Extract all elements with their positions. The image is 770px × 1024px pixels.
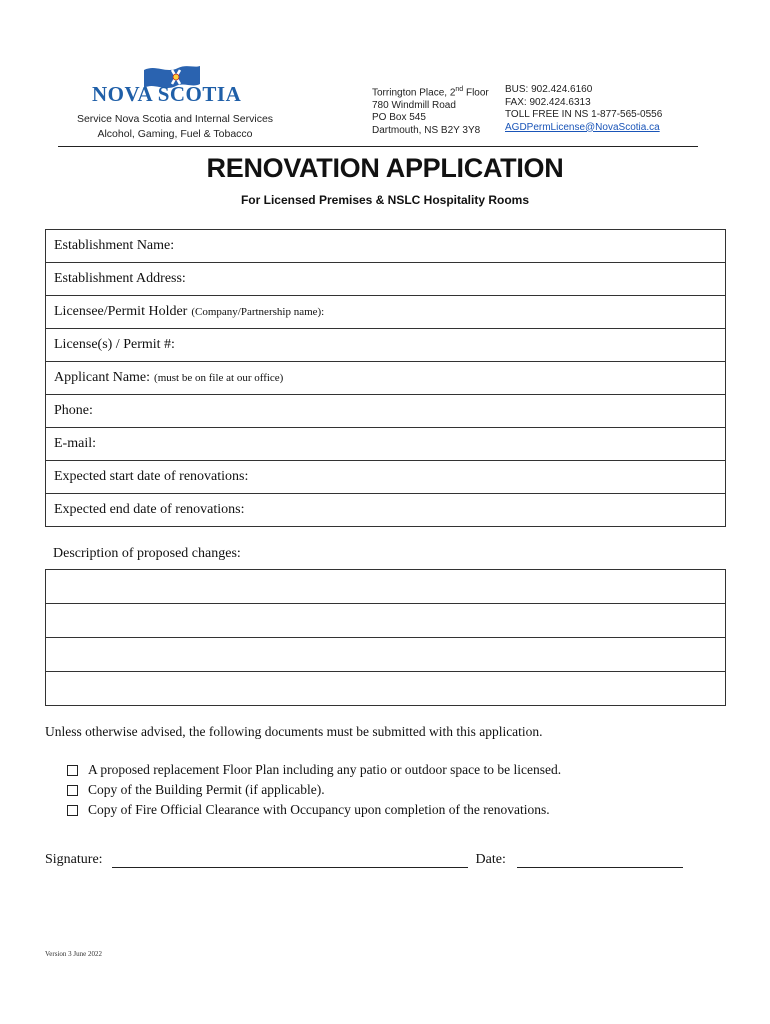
contact-info [505, 84, 662, 134]
application-form [45, 229, 726, 527]
form-field-licensee[interactable] [46, 296, 725, 329]
signature-label: Signature: [45, 852, 103, 867]
form-field-establishment-address[interactable] [46, 263, 725, 296]
bus-phone: BUS: 902.424.6160 [505, 84, 593, 95]
signature-section [45, 852, 683, 868]
address-line: Torrington Place, 2nd Floor [372, 86, 489, 99]
description-input-area[interactable] [45, 569, 726, 706]
field-note: (must be on file at our office) [154, 372, 284, 384]
description-line[interactable] [46, 672, 725, 706]
field-label: Expected start date of renovations: [54, 469, 249, 484]
field-label: E-mail: [54, 436, 96, 451]
form-field-end-date[interactable] [46, 494, 725, 527]
header-divider [58, 146, 698, 147]
email-link[interactable]: AGDPermLicense@NovaScotia.ca [505, 121, 660, 133]
checklist-item [67, 760, 561, 780]
department-name [60, 112, 290, 142]
documents-note: Unless otherwise advised, the following documents must be submitted with this application. [45, 724, 543, 739]
logo-text: NOVA SCOTIA [92, 82, 242, 106]
checkbox[interactable] [67, 765, 78, 776]
date-line[interactable] [517, 853, 683, 868]
form-field-start-date[interactable] [46, 461, 725, 494]
toll-free-number: TOLL FREE IN NS 1-877-565-0556 [505, 109, 663, 120]
department-line: Service Nova Scotia and Internal Services [76, 113, 274, 125]
form-field-establishment-name[interactable] [46, 230, 725, 263]
checklist-item [67, 800, 561, 820]
page-subtitle: For Licensed Premises & NSLC Hospitality Rooms [240, 193, 530, 207]
address-line: PO Box 545 [372, 112, 426, 124]
form-field-email[interactable] [46, 428, 725, 461]
date-label: Date: [475, 852, 506, 867]
field-label: Establishment Address: [54, 271, 186, 286]
field-label: License(s) / Permit #: [54, 337, 175, 352]
field-label: Licensee/Permit Holder [54, 304, 188, 319]
form-field-license-number[interactable] [46, 329, 725, 362]
field-note: (Company/Partnership name): [191, 306, 325, 318]
mailing-address [372, 84, 489, 137]
description-line[interactable] [46, 604, 725, 638]
department-line: Alcohol, Gaming, Fuel & Tobacco [97, 128, 253, 140]
nova-scotia-logo [92, 62, 252, 108]
description-line[interactable] [46, 638, 725, 672]
field-label: Establishment Name: [54, 238, 175, 253]
version-footer: Version 3 June 2022 [45, 950, 102, 958]
page-title: RENOVATION APPLICATION [206, 153, 564, 183]
field-label: Expected end date of renovations: [54, 502, 245, 517]
address-line: Dartmouth, NS B2Y 3Y8 [372, 124, 481, 136]
checklist-label: Copy of the Building Permit (if applicable). [88, 782, 325, 797]
field-label: Phone: [54, 403, 93, 418]
checklist-label: Copy of Fire Official Clearance with Occupancy upon completion of the renovations. [88, 802, 550, 817]
checklist-label: A proposed replacement Floor Plan including any patio or outdoor space to be licensed. [88, 762, 562, 777]
checklist-item [67, 780, 561, 800]
signature-line[interactable] [112, 853, 468, 868]
fax-number: FAX: 902.424.6313 [505, 96, 591, 108]
description-line[interactable] [46, 570, 725, 604]
description-label: Description of proposed changes: [53, 546, 241, 561]
form-field-phone[interactable] [46, 395, 725, 428]
address-line: 780 Windmill Road [372, 99, 456, 111]
field-label: Applicant Name: [54, 370, 151, 385]
documents-checklist [67, 760, 561, 820]
checkbox[interactable] [67, 785, 78, 796]
form-field-applicant-name[interactable] [46, 362, 725, 395]
checkbox[interactable] [67, 805, 78, 816]
